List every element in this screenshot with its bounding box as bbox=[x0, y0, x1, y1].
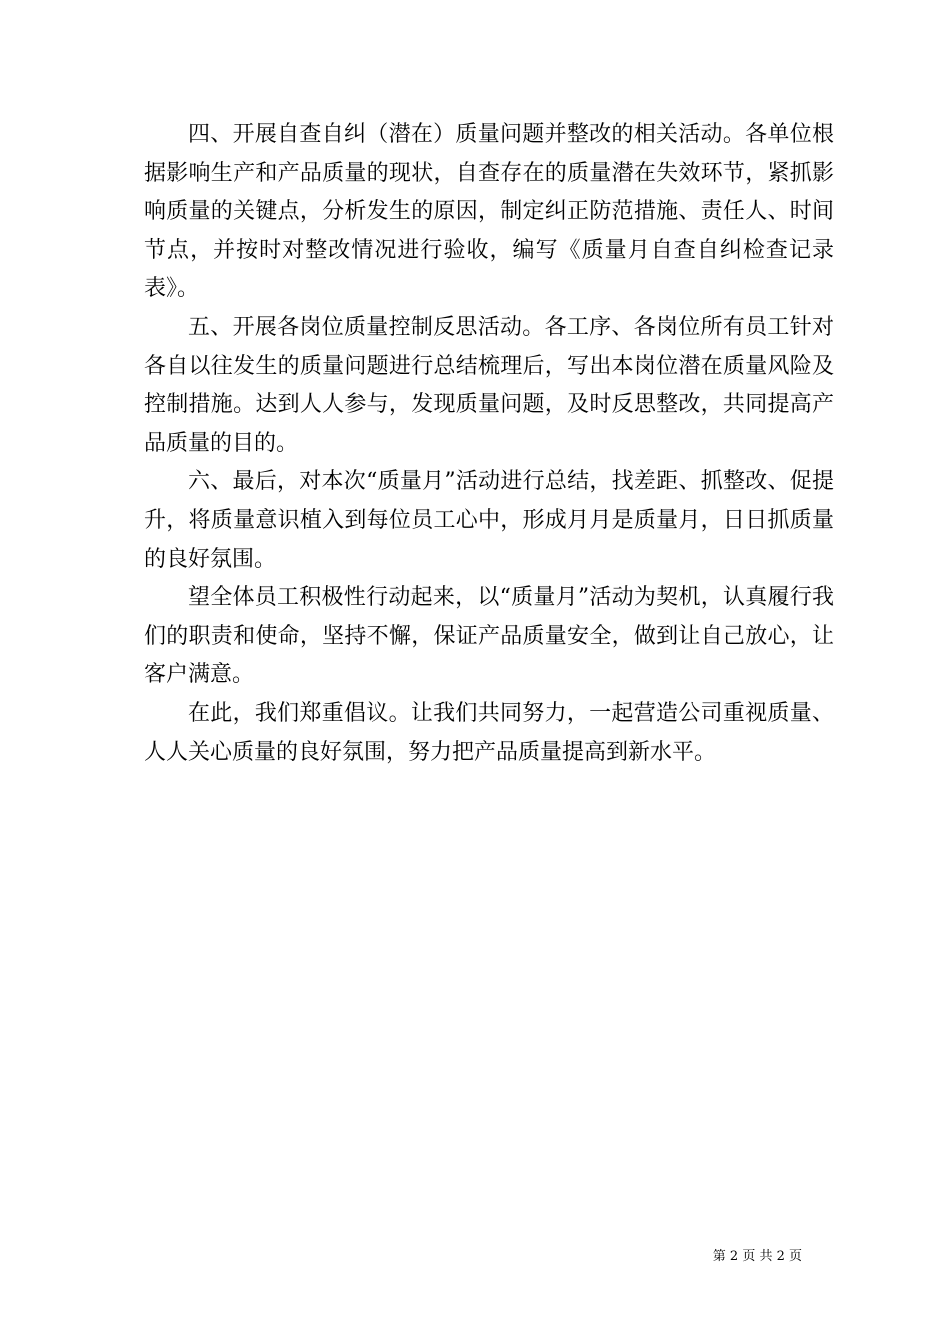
paragraph-reflection: 五、开展各岗位质量控制反思活动。各工序、各岗位所有员工针对各自以往发生的质量问题进行总结梳理后，写出本岗位潜在质量风险及控制措施。达到人人参与，发现质量问题，及时反思整改，共同提高产品质量的目的。 bbox=[144, 314, 834, 456]
paragraph-closing: 在此，我们郑重倡议。让我们共同努力，一起营造公司重视质量、人人关心质量的良好氛围，努力把产品质量提高到新水平。 bbox=[144, 700, 834, 765]
document-body bbox=[144, 116, 834, 772]
page-number-footer: 第 2 页 共 2 页 bbox=[712, 1249, 802, 1264]
paragraph-call-to-action: 望全体员工积极性行动起来，以“质量月”活动为契机，认真履行我们的职责和使命，坚持不懈，保证产品质量安全，做到让自己放心，让客户满意。 bbox=[144, 585, 834, 688]
paragraph-self-inspection: 四、开展自查自纠（潜在）质量问题并整改的相关活动。各单位根据影响生产和产品质量的现状，自查存在的质量潜在失效环节，紧抓影响质量的关键点，分析发生的原因，制定纠正防范措施、责任人、时间节点，并按时对整改情况进行验收，编写《质量月自查自纠检查记录表》。 bbox=[144, 122, 834, 302]
paragraph-summary: 六、最后，对本次“质量月”活动进行总结，找差距、抓整改、促提升，将质量意识植入到每位员工心中，形成月月是质量月，日日抓质量的良好氛围。 bbox=[144, 469, 834, 572]
